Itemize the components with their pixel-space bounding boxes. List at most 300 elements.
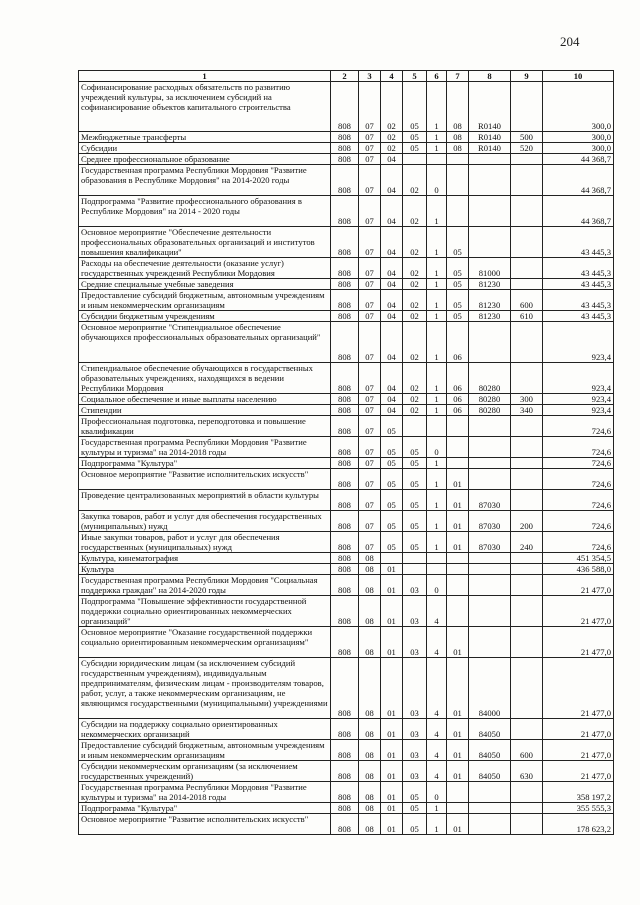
cell-col-7: 01 bbox=[447, 469, 469, 490]
cell-col-7: 06 bbox=[447, 405, 469, 416]
cell-col-8: 84050 bbox=[469, 740, 511, 761]
cell-col-2: 808 bbox=[331, 719, 359, 740]
row-name-cell: Государственная программа Республики Мордовия "Развитие культуры и туризма" на 2014-2018 годы bbox=[79, 782, 331, 803]
cell-col-8: 81230 bbox=[469, 279, 511, 290]
cell-col-4: 05 bbox=[381, 458, 403, 469]
cell-col-8: 80280 bbox=[469, 394, 511, 405]
cell-col-5 bbox=[403, 416, 427, 437]
cell-col-5: 03 bbox=[403, 575, 427, 596]
cell-col-2: 808 bbox=[331, 405, 359, 416]
row-name-cell: Закупка товаров, работ и услуг для обеспечения государственных (муниципальных) нужд bbox=[79, 511, 331, 532]
cell-col-5: 05 bbox=[403, 814, 427, 835]
table-row bbox=[79, 458, 614, 469]
cell-col-8: 87030 bbox=[469, 490, 511, 511]
cell-col-8 bbox=[469, 322, 511, 363]
cell-col-9: 240 bbox=[511, 532, 543, 553]
cell-col-2: 808 bbox=[331, 740, 359, 761]
cell-col-4: 05 bbox=[381, 532, 403, 553]
cell-col-4: 02 bbox=[381, 132, 403, 143]
cell-col-2: 808 bbox=[331, 290, 359, 311]
row-name-cell: Расходы на обеспечение деятельности (оказание услуг) государственных учреждений Республики Мордовия bbox=[79, 258, 331, 279]
cell-col-6: 1 bbox=[427, 132, 447, 143]
cell-col-5: 05 bbox=[403, 437, 427, 458]
table-row bbox=[79, 82, 614, 132]
cell-col-6: 1 bbox=[427, 322, 447, 363]
cell-col-2: 808 bbox=[331, 132, 359, 143]
cell-col-3: 07 bbox=[359, 322, 381, 363]
row-name-cell: Основное мероприятие "Развитие исполнительских искусств" bbox=[79, 469, 331, 490]
row-name-cell: Субсидии бюджетным учреждениям bbox=[79, 311, 331, 322]
cell-col-9 bbox=[511, 627, 543, 658]
cell-col-6: 1 bbox=[427, 458, 447, 469]
cell-col-10-amount: 21 477,0 bbox=[543, 627, 614, 658]
cell-col-6: 1 bbox=[427, 405, 447, 416]
cell-col-4: 04 bbox=[381, 311, 403, 322]
row-name-cell: Подпрограмма "Развитие профессионального образования в Республике Мордовия" на 2014 - 2020 годы bbox=[79, 196, 331, 227]
header-cell: 8 bbox=[469, 71, 511, 82]
cell-col-9 bbox=[511, 803, 543, 814]
cell-col-4: 01 bbox=[381, 658, 403, 719]
row-name-cell: Средние специальные учебные заведения bbox=[79, 279, 331, 290]
header-cell: 4 bbox=[381, 71, 403, 82]
cell-col-2: 808 bbox=[331, 227, 359, 258]
table-row bbox=[79, 719, 614, 740]
cell-col-10-amount: 43 445,3 bbox=[543, 258, 614, 279]
cell-col-7: 08 bbox=[447, 143, 469, 154]
cell-col-3: 08 bbox=[359, 553, 381, 564]
cell-col-5: 03 bbox=[403, 596, 427, 627]
cell-col-3: 07 bbox=[359, 469, 381, 490]
cell-col-5: 05 bbox=[403, 132, 427, 143]
cell-col-4: 05 bbox=[381, 437, 403, 458]
cell-col-2: 808 bbox=[331, 814, 359, 835]
row-name-cell: Предоставление субсидий бюджетным, автономным учреждениям и иным некоммерческим организациям bbox=[79, 740, 331, 761]
row-name-cell: Субсидии некоммерческим организациям (за исключением государственных учреждений) bbox=[79, 761, 331, 782]
cell-col-4: 01 bbox=[381, 740, 403, 761]
cell-col-3: 07 bbox=[359, 154, 381, 165]
cell-col-10-amount: 300,0 bbox=[543, 82, 614, 132]
cell-col-6 bbox=[427, 564, 447, 575]
cell-col-8: 81230 bbox=[469, 311, 511, 322]
cell-col-9 bbox=[511, 564, 543, 575]
cell-col-2: 808 bbox=[331, 490, 359, 511]
cell-col-7: 01 bbox=[447, 627, 469, 658]
cell-col-6: 1 bbox=[427, 311, 447, 322]
table-row bbox=[79, 290, 614, 311]
table-row bbox=[79, 322, 614, 363]
cell-col-2: 808 bbox=[331, 437, 359, 458]
cell-col-2: 808 bbox=[331, 154, 359, 165]
cell-col-4: 01 bbox=[381, 814, 403, 835]
cell-col-5: 03 bbox=[403, 761, 427, 782]
cell-col-10-amount: 724,6 bbox=[543, 511, 614, 532]
cell-col-8 bbox=[469, 814, 511, 835]
table-header-row bbox=[79, 71, 614, 82]
row-name-cell: Предоставление субсидий бюджетным, автономным учреждениям и иным некоммерческим организациям bbox=[79, 290, 331, 311]
cell-col-5: 05 bbox=[403, 143, 427, 154]
cell-col-9 bbox=[511, 458, 543, 469]
cell-col-5: 02 bbox=[403, 279, 427, 290]
cell-col-3: 07 bbox=[359, 394, 381, 405]
cell-col-9 bbox=[511, 165, 543, 196]
cell-col-3: 07 bbox=[359, 437, 381, 458]
row-name-cell: Социальное обеспечение и иные выплаты населению bbox=[79, 394, 331, 405]
cell-col-7 bbox=[447, 596, 469, 627]
page-number: 204 bbox=[560, 34, 580, 49]
cell-col-6: 4 bbox=[427, 596, 447, 627]
cell-col-7 bbox=[447, 416, 469, 437]
cell-col-10-amount: 923,4 bbox=[543, 405, 614, 416]
table-row bbox=[79, 658, 614, 719]
cell-col-2: 808 bbox=[331, 416, 359, 437]
cell-col-2: 808 bbox=[331, 196, 359, 227]
cell-col-2: 808 bbox=[331, 803, 359, 814]
cell-col-7: 05 bbox=[447, 311, 469, 322]
cell-col-10-amount: 724,6 bbox=[543, 490, 614, 511]
cell-col-7 bbox=[447, 437, 469, 458]
cell-col-8 bbox=[469, 627, 511, 658]
table-row bbox=[79, 532, 614, 553]
cell-col-2: 808 bbox=[331, 596, 359, 627]
cell-col-8: 80280 bbox=[469, 363, 511, 394]
cell-col-7 bbox=[447, 564, 469, 575]
row-name-cell: Субсидии на поддержку социально ориентированных некоммерческих организаций bbox=[79, 719, 331, 740]
cell-col-6: 1 bbox=[427, 279, 447, 290]
cell-col-2: 808 bbox=[331, 532, 359, 553]
cell-col-5: 05 bbox=[403, 458, 427, 469]
row-name-cell: Софинансирование расходных обязательств по развитию учреждений культуры, за исключением субсидий на софинансирование объектов капитального строительства bbox=[79, 82, 331, 132]
row-name-cell: Субсидии юридическим лицам (за исключением субсидий государственным учреждениям), индивидуальным предпринимателям, физическим лицам - производителям товаров, работ, услуг, а также некоммерческим организациям, не являющимся государственными (муниципальными) учреждениями bbox=[79, 658, 331, 719]
cell-col-10-amount: 178 623,2 bbox=[543, 814, 614, 835]
cell-col-9 bbox=[511, 279, 543, 290]
cell-col-8 bbox=[469, 553, 511, 564]
header-cell: 6 bbox=[427, 71, 447, 82]
cell-col-3: 08 bbox=[359, 564, 381, 575]
row-name-cell: Подпрограмма "Культура" bbox=[79, 803, 331, 814]
cell-col-8: 81000 bbox=[469, 258, 511, 279]
table-row bbox=[79, 394, 614, 405]
cell-col-9: 630 bbox=[511, 761, 543, 782]
cell-col-5 bbox=[403, 154, 427, 165]
header-cell: 9 bbox=[511, 71, 543, 82]
cell-col-6: 1 bbox=[427, 196, 447, 227]
cell-col-3: 08 bbox=[359, 627, 381, 658]
cell-col-8: 84000 bbox=[469, 658, 511, 719]
cell-col-10-amount: 724,6 bbox=[543, 469, 614, 490]
cell-col-7: 01 bbox=[447, 658, 469, 719]
cell-col-3: 08 bbox=[359, 719, 381, 740]
cell-col-5: 03 bbox=[403, 658, 427, 719]
cell-col-2: 808 bbox=[331, 82, 359, 132]
cell-col-8 bbox=[469, 575, 511, 596]
cell-col-4 bbox=[381, 553, 403, 564]
cell-col-9 bbox=[511, 575, 543, 596]
cell-col-6: 0 bbox=[427, 782, 447, 803]
cell-col-3: 08 bbox=[359, 658, 381, 719]
cell-col-2: 808 bbox=[331, 469, 359, 490]
cell-col-10-amount: 21 477,0 bbox=[543, 596, 614, 627]
header-cell: 7 bbox=[447, 71, 469, 82]
cell-col-10-amount: 923,4 bbox=[543, 394, 614, 405]
cell-col-6: 1 bbox=[427, 82, 447, 132]
row-name-cell: Основное мероприятие "Оказание государственной поддержки социально ориентированным некоммерческим организациям" bbox=[79, 627, 331, 658]
cell-col-2: 808 bbox=[331, 564, 359, 575]
cell-col-8 bbox=[469, 165, 511, 196]
cell-col-4: 01 bbox=[381, 719, 403, 740]
cell-col-3: 08 bbox=[359, 596, 381, 627]
cell-col-4: 01 bbox=[381, 627, 403, 658]
cell-col-3: 07 bbox=[359, 363, 381, 394]
row-name-cell: Основное мероприятие "Стипендиальное обеспечение обучающихся профессиональных образовательных организаций" bbox=[79, 322, 331, 363]
cell-col-9 bbox=[511, 658, 543, 719]
cell-col-10-amount: 44 368,7 bbox=[543, 196, 614, 227]
header-cell: 3 bbox=[359, 71, 381, 82]
cell-col-4: 04 bbox=[381, 279, 403, 290]
row-name-cell: Проведение централизованных мероприятий в области культуры bbox=[79, 490, 331, 511]
cell-col-10-amount: 436 588,0 bbox=[543, 564, 614, 575]
table-row bbox=[79, 405, 614, 416]
cell-col-9: 340 bbox=[511, 405, 543, 416]
cell-col-9: 520 bbox=[511, 143, 543, 154]
cell-col-7 bbox=[447, 782, 469, 803]
cell-col-2: 808 bbox=[331, 658, 359, 719]
row-name-cell: Государственная программа Республики Мордовия "Социальная поддержка граждан" на 2014-2020 годы bbox=[79, 575, 331, 596]
row-name-cell: Культура, кинематография bbox=[79, 553, 331, 564]
cell-col-4: 04 bbox=[381, 363, 403, 394]
row-name-cell: Основное мероприятие "Развитие исполнительских искусств" bbox=[79, 814, 331, 835]
table-row bbox=[79, 782, 614, 803]
cell-col-6: 4 bbox=[427, 761, 447, 782]
cell-col-9 bbox=[511, 196, 543, 227]
cell-col-5: 02 bbox=[403, 227, 427, 258]
cell-col-7: 06 bbox=[447, 322, 469, 363]
cell-col-2: 808 bbox=[331, 782, 359, 803]
table-row bbox=[79, 575, 614, 596]
cell-col-2: 808 bbox=[331, 258, 359, 279]
cell-col-10-amount: 358 197,2 bbox=[543, 782, 614, 803]
cell-col-6: 1 bbox=[427, 363, 447, 394]
cell-col-10-amount: 21 477,0 bbox=[543, 719, 614, 740]
row-name-cell: Основное мероприятие "Обеспечение деятельности профессиональных образовательных организаций и институтов повышения квалификации" bbox=[79, 227, 331, 258]
table-row bbox=[79, 627, 614, 658]
cell-col-10-amount: 43 445,3 bbox=[543, 227, 614, 258]
cell-col-4: 04 bbox=[381, 165, 403, 196]
cell-col-6: 1 bbox=[427, 469, 447, 490]
cell-col-10-amount: 923,4 bbox=[543, 322, 614, 363]
cell-col-3: 08 bbox=[359, 575, 381, 596]
cell-col-10-amount: 451 354,5 bbox=[543, 553, 614, 564]
cell-col-6: 1 bbox=[427, 258, 447, 279]
cell-col-4: 04 bbox=[381, 394, 403, 405]
row-name-cell: Стипендиальное обеспечение обучающихся в государственных образовательных учреждениях, находящихся в ведении Республики Мордовия bbox=[79, 363, 331, 394]
cell-col-4: 05 bbox=[381, 416, 403, 437]
cell-col-9 bbox=[511, 553, 543, 564]
cell-col-7 bbox=[447, 575, 469, 596]
cell-col-3: 07 bbox=[359, 532, 381, 553]
cell-col-2: 808 bbox=[331, 322, 359, 363]
cell-col-3: 07 bbox=[359, 416, 381, 437]
cell-col-6: 0 bbox=[427, 437, 447, 458]
cell-col-9 bbox=[511, 258, 543, 279]
cell-col-7 bbox=[447, 553, 469, 564]
cell-col-10-amount: 724,6 bbox=[543, 458, 614, 469]
cell-col-7: 05 bbox=[447, 279, 469, 290]
cell-col-6: 0 bbox=[427, 575, 447, 596]
cell-col-4: 01 bbox=[381, 761, 403, 782]
cell-col-3: 07 bbox=[359, 143, 381, 154]
cell-col-5: 05 bbox=[403, 490, 427, 511]
cell-col-3: 07 bbox=[359, 290, 381, 311]
cell-col-9 bbox=[511, 437, 543, 458]
cell-col-10-amount: 21 477,0 bbox=[543, 658, 614, 719]
cell-col-5: 02 bbox=[403, 196, 427, 227]
cell-col-4: 02 bbox=[381, 82, 403, 132]
cell-col-2: 808 bbox=[331, 575, 359, 596]
cell-col-4: 05 bbox=[381, 490, 403, 511]
cell-col-8: 84050 bbox=[469, 761, 511, 782]
table-row bbox=[79, 740, 614, 761]
cell-col-10-amount: 43 445,3 bbox=[543, 290, 614, 311]
header-cell: 5 bbox=[403, 71, 427, 82]
cell-col-8: 80280 bbox=[469, 405, 511, 416]
cell-col-8: 81230 bbox=[469, 290, 511, 311]
table-row bbox=[79, 553, 614, 564]
cell-col-9 bbox=[511, 814, 543, 835]
cell-col-3: 07 bbox=[359, 511, 381, 532]
cell-col-2: 808 bbox=[331, 279, 359, 290]
row-name-cell: Иные закупки товаров, работ и услуг для обеспечения государственных (муниципальных) нужд bbox=[79, 532, 331, 553]
cell-col-6: 1 bbox=[427, 511, 447, 532]
table-row bbox=[79, 227, 614, 258]
row-name-cell: Стипендии bbox=[79, 405, 331, 416]
cell-col-10-amount: 300,0 bbox=[543, 143, 614, 154]
cell-col-3: 07 bbox=[359, 405, 381, 416]
cell-col-5: 02 bbox=[403, 290, 427, 311]
cell-col-4: 02 bbox=[381, 143, 403, 154]
cell-col-9 bbox=[511, 416, 543, 437]
cell-col-8 bbox=[469, 416, 511, 437]
table-row bbox=[79, 490, 614, 511]
cell-col-6: 4 bbox=[427, 740, 447, 761]
cell-col-7 bbox=[447, 196, 469, 227]
row-name-cell: Культура bbox=[79, 564, 331, 575]
cell-col-10-amount: 355 555,3 bbox=[543, 803, 614, 814]
header-cell: 1 bbox=[79, 71, 331, 82]
table-body bbox=[79, 82, 614, 835]
cell-col-9: 500 bbox=[511, 132, 543, 143]
cell-col-9 bbox=[511, 782, 543, 803]
cell-col-5: 02 bbox=[403, 165, 427, 196]
cell-col-6: 4 bbox=[427, 719, 447, 740]
cell-col-3: 07 bbox=[359, 311, 381, 322]
table-row bbox=[79, 363, 614, 394]
row-name-cell: Государственная программа Республики Мордовия "Развитие культуры и туризма" на 2014-2018 годы bbox=[79, 437, 331, 458]
cell-col-10-amount: 724,6 bbox=[543, 532, 614, 553]
cell-col-2: 808 bbox=[331, 311, 359, 322]
header-cell: 10 bbox=[543, 71, 614, 82]
cell-col-7: 01 bbox=[447, 740, 469, 761]
cell-col-8: 84050 bbox=[469, 719, 511, 740]
cell-col-6: 1 bbox=[427, 814, 447, 835]
header-cell: 2 bbox=[331, 71, 359, 82]
row-name-cell: Среднее профессиональное образование bbox=[79, 154, 331, 165]
cell-col-6: 1 bbox=[427, 803, 447, 814]
cell-col-4: 05 bbox=[381, 469, 403, 490]
cell-col-2: 808 bbox=[331, 458, 359, 469]
cell-col-4: 04 bbox=[381, 290, 403, 311]
cell-col-10-amount: 44 368,7 bbox=[543, 154, 614, 165]
row-name-cell: Государственная программа Республики Мордовия "Развитие образования в Республике Мордовия" на 2014-2020 годы bbox=[79, 165, 331, 196]
budget-table bbox=[78, 70, 614, 835]
cell-col-5: 02 bbox=[403, 405, 427, 416]
cell-col-5: 03 bbox=[403, 627, 427, 658]
cell-col-3: 07 bbox=[359, 82, 381, 132]
cell-col-10-amount: 21 477,0 bbox=[543, 575, 614, 596]
cell-col-4: 01 bbox=[381, 575, 403, 596]
table-row bbox=[79, 803, 614, 814]
cell-col-9: 200 bbox=[511, 511, 543, 532]
cell-col-3: 07 bbox=[359, 227, 381, 258]
cell-col-5: 05 bbox=[403, 532, 427, 553]
cell-col-8 bbox=[469, 196, 511, 227]
cell-col-10-amount: 43 445,3 bbox=[543, 311, 614, 322]
table-row bbox=[79, 311, 614, 322]
cell-col-6: 1 bbox=[427, 227, 447, 258]
cell-col-10-amount: 923,4 bbox=[543, 363, 614, 394]
cell-col-4: 04 bbox=[381, 227, 403, 258]
cell-col-3: 07 bbox=[359, 132, 381, 143]
cell-col-2: 808 bbox=[331, 627, 359, 658]
cell-col-8 bbox=[469, 458, 511, 469]
cell-col-10-amount: 21 477,0 bbox=[543, 740, 614, 761]
cell-col-7 bbox=[447, 154, 469, 165]
table-row bbox=[79, 165, 614, 196]
cell-col-4: 04 bbox=[381, 322, 403, 363]
cell-col-7: 06 bbox=[447, 363, 469, 394]
cell-col-3: 08 bbox=[359, 782, 381, 803]
cell-col-10-amount: 724,6 bbox=[543, 437, 614, 458]
cell-col-5 bbox=[403, 553, 427, 564]
cell-col-3: 07 bbox=[359, 458, 381, 469]
cell-col-4: 04 bbox=[381, 196, 403, 227]
cell-col-7: 05 bbox=[447, 290, 469, 311]
cell-col-8: R0140 bbox=[469, 143, 511, 154]
cell-col-3: 07 bbox=[359, 258, 381, 279]
cell-col-6: 4 bbox=[427, 627, 447, 658]
cell-col-9 bbox=[511, 719, 543, 740]
cell-col-4: 04 bbox=[381, 405, 403, 416]
table-row bbox=[79, 154, 614, 165]
cell-col-9: 300 bbox=[511, 394, 543, 405]
cell-col-9 bbox=[511, 154, 543, 165]
cell-col-5: 05 bbox=[403, 803, 427, 814]
cell-col-7: 01 bbox=[447, 532, 469, 553]
cell-col-8 bbox=[469, 782, 511, 803]
cell-col-9: 610 bbox=[511, 311, 543, 322]
cell-col-8 bbox=[469, 564, 511, 575]
cell-col-5: 03 bbox=[403, 719, 427, 740]
cell-col-2: 808 bbox=[331, 553, 359, 564]
cell-col-8 bbox=[469, 437, 511, 458]
cell-col-9 bbox=[511, 82, 543, 132]
cell-col-7: 01 bbox=[447, 814, 469, 835]
cell-col-9: 600 bbox=[511, 740, 543, 761]
cell-col-9 bbox=[511, 227, 543, 258]
cell-col-5: 02 bbox=[403, 363, 427, 394]
cell-col-7: 01 bbox=[447, 511, 469, 532]
cell-col-8 bbox=[469, 596, 511, 627]
cell-col-8: R0140 bbox=[469, 132, 511, 143]
